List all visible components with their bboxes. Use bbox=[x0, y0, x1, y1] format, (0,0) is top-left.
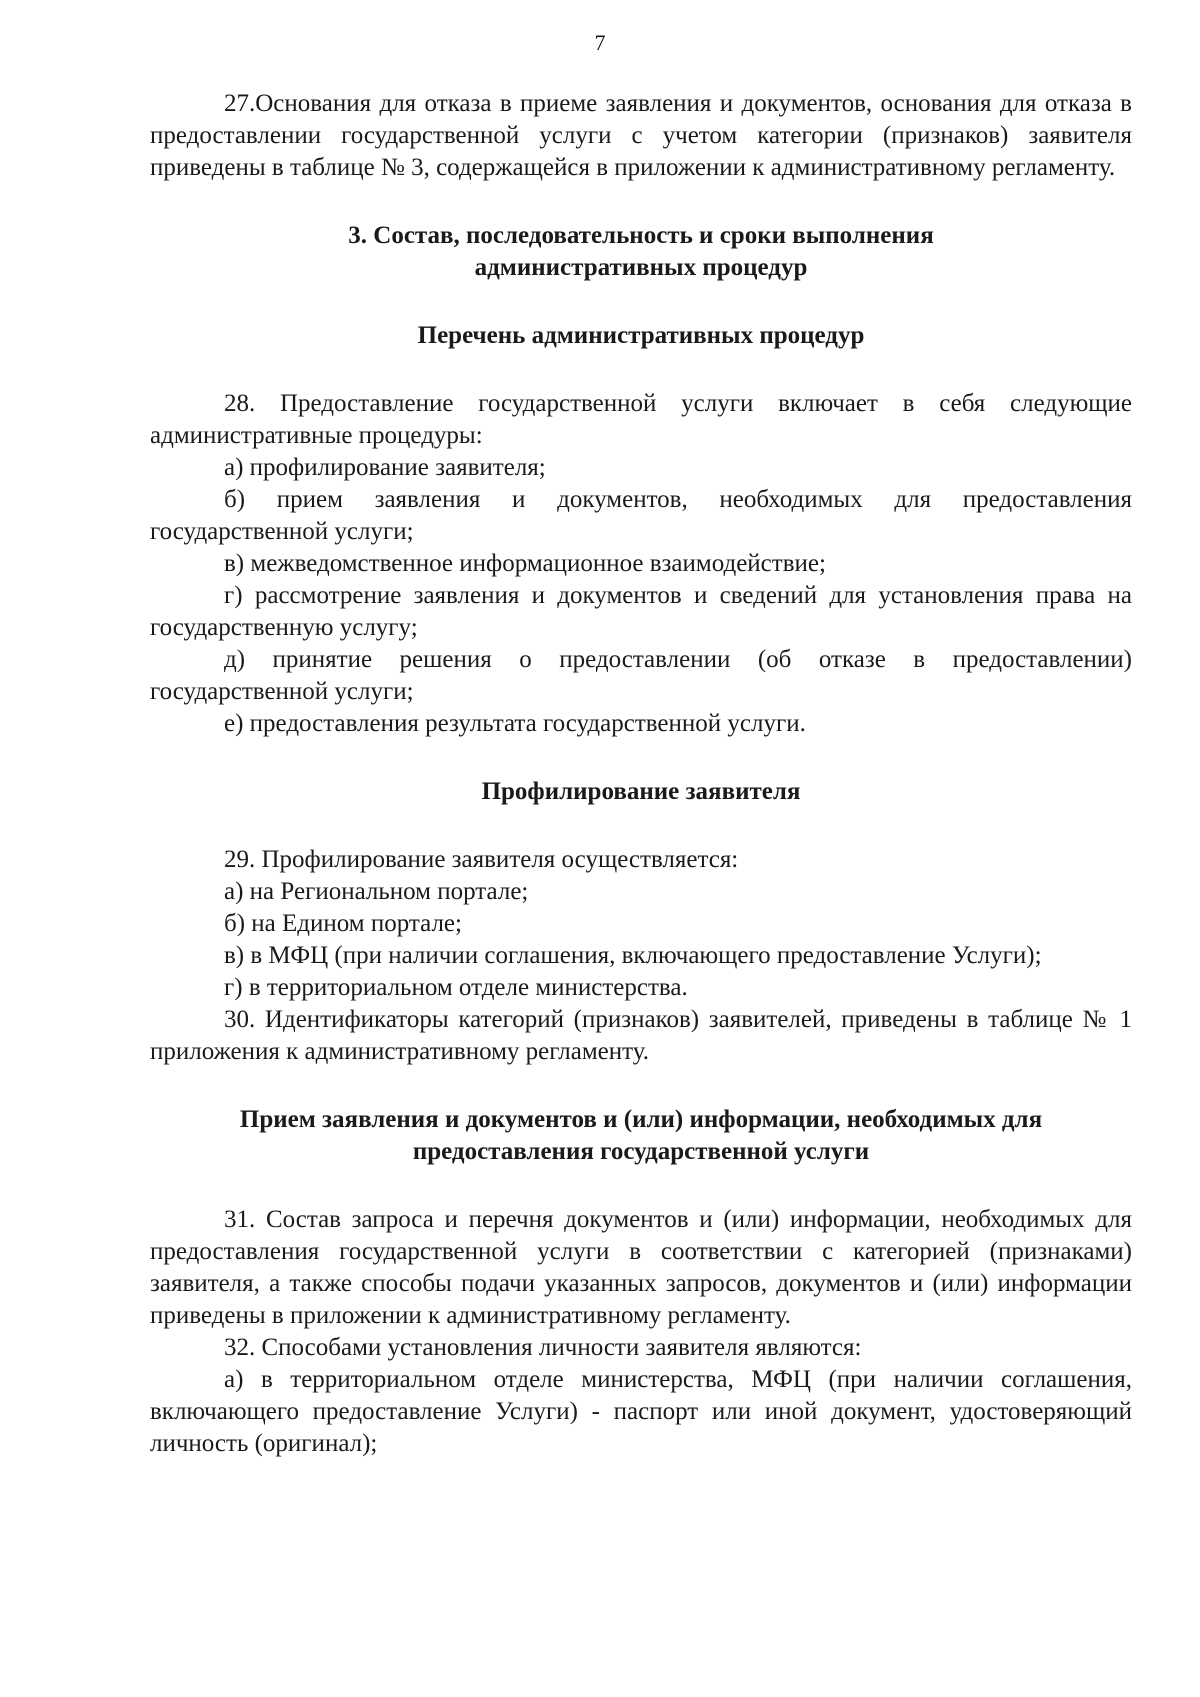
paragraph-28-e: д) принятие решения о предоставлении (об отказе в предоставлении) государственной услуги; bbox=[150, 646, 1132, 705]
page-number: 7 bbox=[594, 30, 606, 55]
paragraph-29-d: г) в территориальном отделе министерства. bbox=[224, 974, 688, 1001]
paragraph-29: 29. Профилирование заявителя осуществляется: bbox=[224, 846, 739, 873]
procedures-list-heading: Перечень административных процедур bbox=[417, 322, 865, 349]
section-3-heading-line-1: 3. Состав, последовательность и сроки выполнения bbox=[348, 222, 934, 249]
reception-heading-line-2: предоставления государственной услуги bbox=[412, 1138, 870, 1165]
paragraph-28-f: е) предоставления результата государственной услуги. bbox=[224, 710, 806, 737]
document-body bbox=[150, 88, 1132, 1460]
profiling-heading: Профилирование заявителя bbox=[481, 778, 801, 805]
paragraph-28: 28. Предоставление государственной услуги включает в себя следующие административные процедуры: bbox=[150, 390, 1132, 449]
paragraph-32-a: а) в территориальном отделе министерства, МФЦ (при наличии соглашения, включающего предоставление Услуги) - паспорт или иной документ, удостоверяющий личность (оригинал); bbox=[150, 1366, 1132, 1457]
section-3-heading-line-2: административных процедур bbox=[474, 254, 808, 281]
reception-heading-line-1: Прием заявления и документов и (или) информации, необходимых для bbox=[239, 1106, 1043, 1133]
paragraph-32: 32. Способами установления личности заявителя являются: bbox=[224, 1334, 862, 1361]
paragraph-28-b: б) прием заявления и документов, необходимых для предоставления государственной услуги; bbox=[150, 486, 1132, 545]
paragraph-28-a: а) профилирование заявителя; bbox=[224, 454, 546, 481]
paragraph-29-a: а) на Региональном портале; bbox=[224, 878, 529, 905]
paragraph-30: 30. Идентификаторы категорий (признаков) заявителей, приведены в таблице № 1 приложения к административному регламенту. bbox=[150, 1006, 1132, 1065]
paragraph-29-b: б) на Едином портале; bbox=[224, 910, 462, 937]
paragraph-31: 31. Состав запроса и перечня документов и (или) информации, необходимых для предоставления государственной услуги в соответствии с категорией (признаками) заявителя, а также способы подачи указанных запросов, документов и (или) информации приведены в приложении к административному регламенту. bbox=[150, 1206, 1132, 1329]
paragraph-29-c: в) в МФЦ (при наличии соглашения, включающего предоставление Услуги); bbox=[224, 942, 1042, 969]
paragraph-28-d: г) рассмотрение заявления и документов и сведений для установления права на государственную услугу; bbox=[150, 582, 1132, 641]
paragraph-28-c: в) межведомственное информационное взаимодействие; bbox=[224, 550, 826, 577]
paragraph-27: 27.Основания для отказа в приеме заявления и документов, основания для отказа в предоставлении государственной услуги с учетом категории (признаков) заявителя приведены в таблице № 3, содержащейся в приложении к административному регламенту. bbox=[150, 90, 1132, 181]
